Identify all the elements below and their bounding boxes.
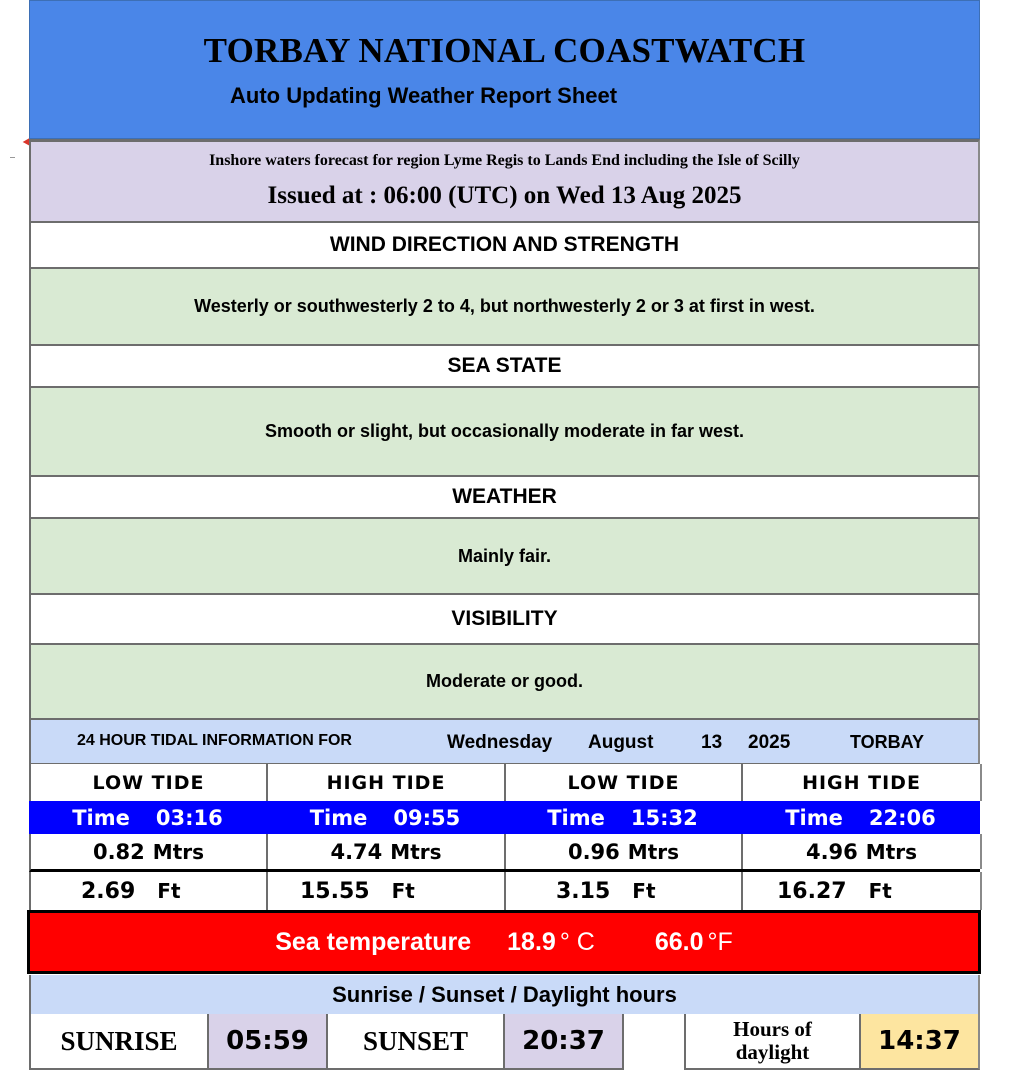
visibility-forecast-text: Moderate or good. [426, 671, 583, 691]
sunrise-time [209, 1014, 328, 1070]
forecast-region-panel [29, 139, 980, 223]
tidal-day: Wednesday [447, 732, 553, 753]
visibility-forecast [29, 645, 980, 720]
weather-forecast-text: Mainly fair. [457, 545, 552, 566]
tide-time-value: 03:16 [155, 805, 223, 830]
tide-feet [743, 872, 982, 910]
tide-metres [506, 834, 743, 869]
wind-heading-text: WIND DIRECTION AND STRENGTH [329, 233, 680, 256]
sea-temp-fahrenheit: 66.0 [654, 927, 704, 956]
metres-unit: Mtrs [152, 839, 205, 864]
time-label: Time [547, 805, 605, 830]
wind-heading [29, 223, 980, 269]
tidal-info-heading [29, 720, 980, 764]
visibility-heading-text: VISIBILITY [451, 607, 558, 630]
tide-height-feet-row [29, 872, 980, 910]
wind-forecast [29, 269, 980, 346]
tide-type: LOW TIDE [506, 764, 743, 801]
metres-value: 4.74 [330, 839, 383, 864]
time-label: Time [309, 805, 368, 830]
header-banner [29, 0, 980, 139]
sea-temp-label: Sea temperature [275, 927, 472, 956]
tide-time-value: 15:32 [630, 805, 698, 830]
tide-metres [31, 834, 268, 869]
visibility-heading [29, 595, 980, 645]
time-label: Time [72, 805, 130, 830]
feet-value: 3.15 [556, 878, 611, 904]
daylight-hours [861, 1014, 980, 1070]
tide-time-value: 22:06 [868, 805, 936, 830]
daylight-label-line2: daylight [735, 1040, 810, 1064]
sea-state-forecast [29, 388, 980, 477]
tide-type: LOW TIDE [31, 764, 268, 801]
sea-state-heading [29, 346, 980, 388]
page-subtitle: Auto Updating Weather Report Sheet [230, 83, 618, 108]
metres-value: 4.96 [805, 839, 858, 864]
celsius-unit: ° C [559, 927, 595, 956]
tide-type-row [29, 764, 980, 801]
tide-type: HIGH TIDE [268, 764, 506, 801]
sunrise-label [29, 1014, 209, 1070]
feet-unit: Ft [868, 879, 892, 903]
sunrise-label-text: SUNRISE [60, 1025, 178, 1056]
feet-value: 15.55 [300, 878, 370, 904]
sunset-time [505, 1014, 624, 1070]
weather-heading-text: WEATHER [452, 485, 557, 508]
tide-metres [743, 834, 982, 869]
sea-temp-celsius: 18.9 [507, 927, 556, 956]
fahrenheit-unit: °F [707, 927, 733, 956]
sun-heading [29, 975, 980, 1014]
tide-feet [268, 872, 506, 910]
sunset-time-value: 20:37 [522, 1026, 605, 1056]
tide-time-row [29, 801, 980, 834]
sun-heading-text: Sunrise / Sunset / Daylight hours [332, 981, 677, 1007]
tide-time [266, 801, 504, 834]
feet-value: 16.27 [777, 878, 847, 904]
issued-time: Issued at : 06:00 (UTC) on Wed 13 Aug 2025 [267, 182, 742, 209]
metres-value: 0.82 [92, 839, 145, 864]
metres-unit: Mtrs [627, 839, 680, 864]
weather-heading [29, 477, 980, 519]
sunset-label-text: SUNSET [362, 1025, 469, 1056]
tide-type: HIGH TIDE [743, 764, 982, 801]
sunset-label [328, 1014, 505, 1070]
sunrise-time-value: 05:59 [226, 1026, 309, 1056]
tide-feet [31, 872, 268, 910]
tide-metres [268, 834, 506, 869]
tide-time [741, 801, 980, 834]
tide-time [504, 801, 741, 834]
metres-unit: Mtrs [390, 839, 442, 864]
daylight-hours-value: 14:37 [878, 1026, 961, 1056]
tidal-date: 13 [701, 732, 723, 753]
tidal-year: 2025 [748, 732, 791, 753]
sea-state-heading-text: SEA STATE [447, 354, 562, 377]
feet-unit: Ft [157, 879, 181, 903]
metres-value: 0.96 [567, 839, 620, 864]
tidal-heading-label: 24 HOUR TIDAL INFORMATION FOR [77, 732, 352, 749]
feet-value: 2.69 [81, 878, 136, 904]
feet-unit: Ft [391, 879, 415, 903]
tidal-month: August [588, 732, 654, 753]
sea-temperature-banner [27, 910, 981, 974]
daylight-label [684, 1014, 861, 1070]
time-label: Time [785, 805, 843, 830]
metres-unit: Mtrs [865, 839, 918, 864]
dash-artifact [10, 157, 15, 158]
tide-time-value: 09:55 [393, 805, 461, 830]
weather-forecast [29, 519, 980, 595]
region-description: Inshore waters forecast for region Lyme Regis to Lands End including the Isle of Scilly [209, 152, 800, 169]
daylight-label-line1: Hours of [733, 1017, 812, 1041]
page-title: TORBAY NATIONAL COASTWATCH [203, 31, 806, 70]
tide-feet [506, 872, 743, 910]
tidal-location: TORBAY [850, 732, 925, 752]
tide-time [29, 801, 266, 834]
wind-forecast-text: Westerly or southwesterly 2 to 4, but northwesterly 2 or 3 at first in west. [194, 296, 815, 316]
sea-state-forecast-text: Smooth or slight, but occasionally moderate in far west. [264, 421, 745, 441]
tide-height-metres-row [29, 834, 980, 872]
feet-unit: Ft [632, 879, 656, 903]
